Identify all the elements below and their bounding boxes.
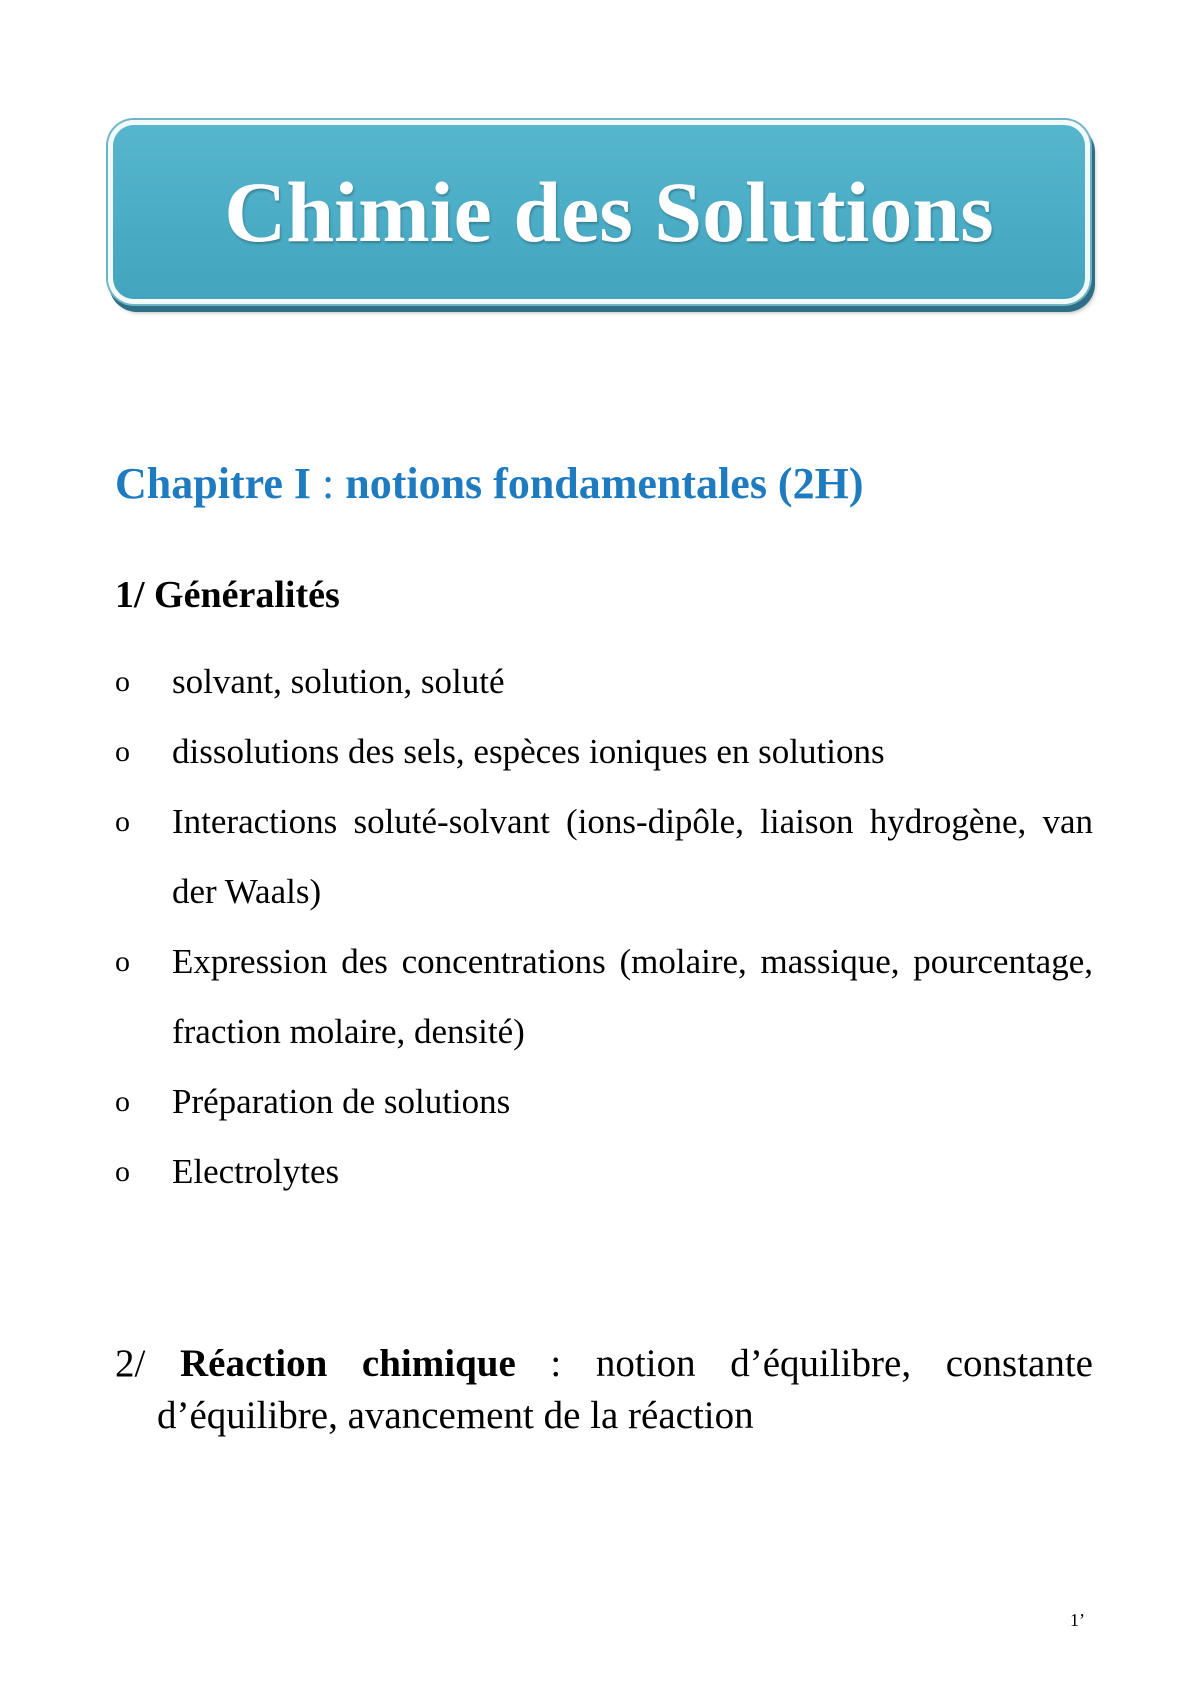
- bullet-icon: o: [115, 1155, 130, 1188]
- chapter-label: Chapitre I: [115, 459, 311, 508]
- section2-separator: :: [550, 1342, 562, 1385]
- list-item-text: Interactions soluté-solvant (ions-dipôle, liaison hydrogène, van der Waals): [172, 802, 1093, 911]
- list-item: [115, 647, 1093, 717]
- list-item: [115, 1137, 1093, 1207]
- page-number: 1’: [1070, 1610, 1085, 1630]
- section-heading-generalites: 1/ Généralités: [115, 574, 340, 616]
- list-item: [115, 717, 1093, 787]
- chapter-text: notions fondamentales (2H): [345, 459, 864, 508]
- generalites-list: [115, 647, 1093, 1207]
- list-item-text: dissolutions des sels, espèces ioniques en solutions: [172, 732, 885, 771]
- bullet-icon: o: [115, 805, 130, 838]
- section2-number: 2/: [115, 1342, 146, 1385]
- chapter-title: [115, 459, 864, 508]
- document-title: Chimie des Solutions: [224, 164, 994, 260]
- list-item-text: Préparation de solutions: [172, 1082, 511, 1121]
- list-item-text: solvant, solution, soluté: [172, 662, 505, 701]
- chapter-separator: :: [321, 459, 335, 508]
- bullet-icon: o: [115, 735, 130, 768]
- list-item: [115, 927, 1093, 1067]
- list-item: [115, 1067, 1093, 1137]
- list-item-text: Electrolytes: [172, 1152, 340, 1191]
- bullet-icon: o: [115, 665, 130, 698]
- section-reaction-chimique: [115, 1338, 1093, 1442]
- list-item-text: Expression des concentrations (molaire, massique, pourcentage, fraction molaire, densité): [172, 942, 1093, 1051]
- list-item: [115, 787, 1093, 927]
- title-banner: [108, 120, 1090, 304]
- bullet-icon: o: [115, 945, 130, 978]
- bullet-icon: o: [115, 1085, 130, 1118]
- section2-label: Réaction chimique: [179, 1342, 516, 1385]
- section2-text: notion d’équilibre, constante d’équilibre, avancement de la réaction: [157, 1342, 1093, 1437]
